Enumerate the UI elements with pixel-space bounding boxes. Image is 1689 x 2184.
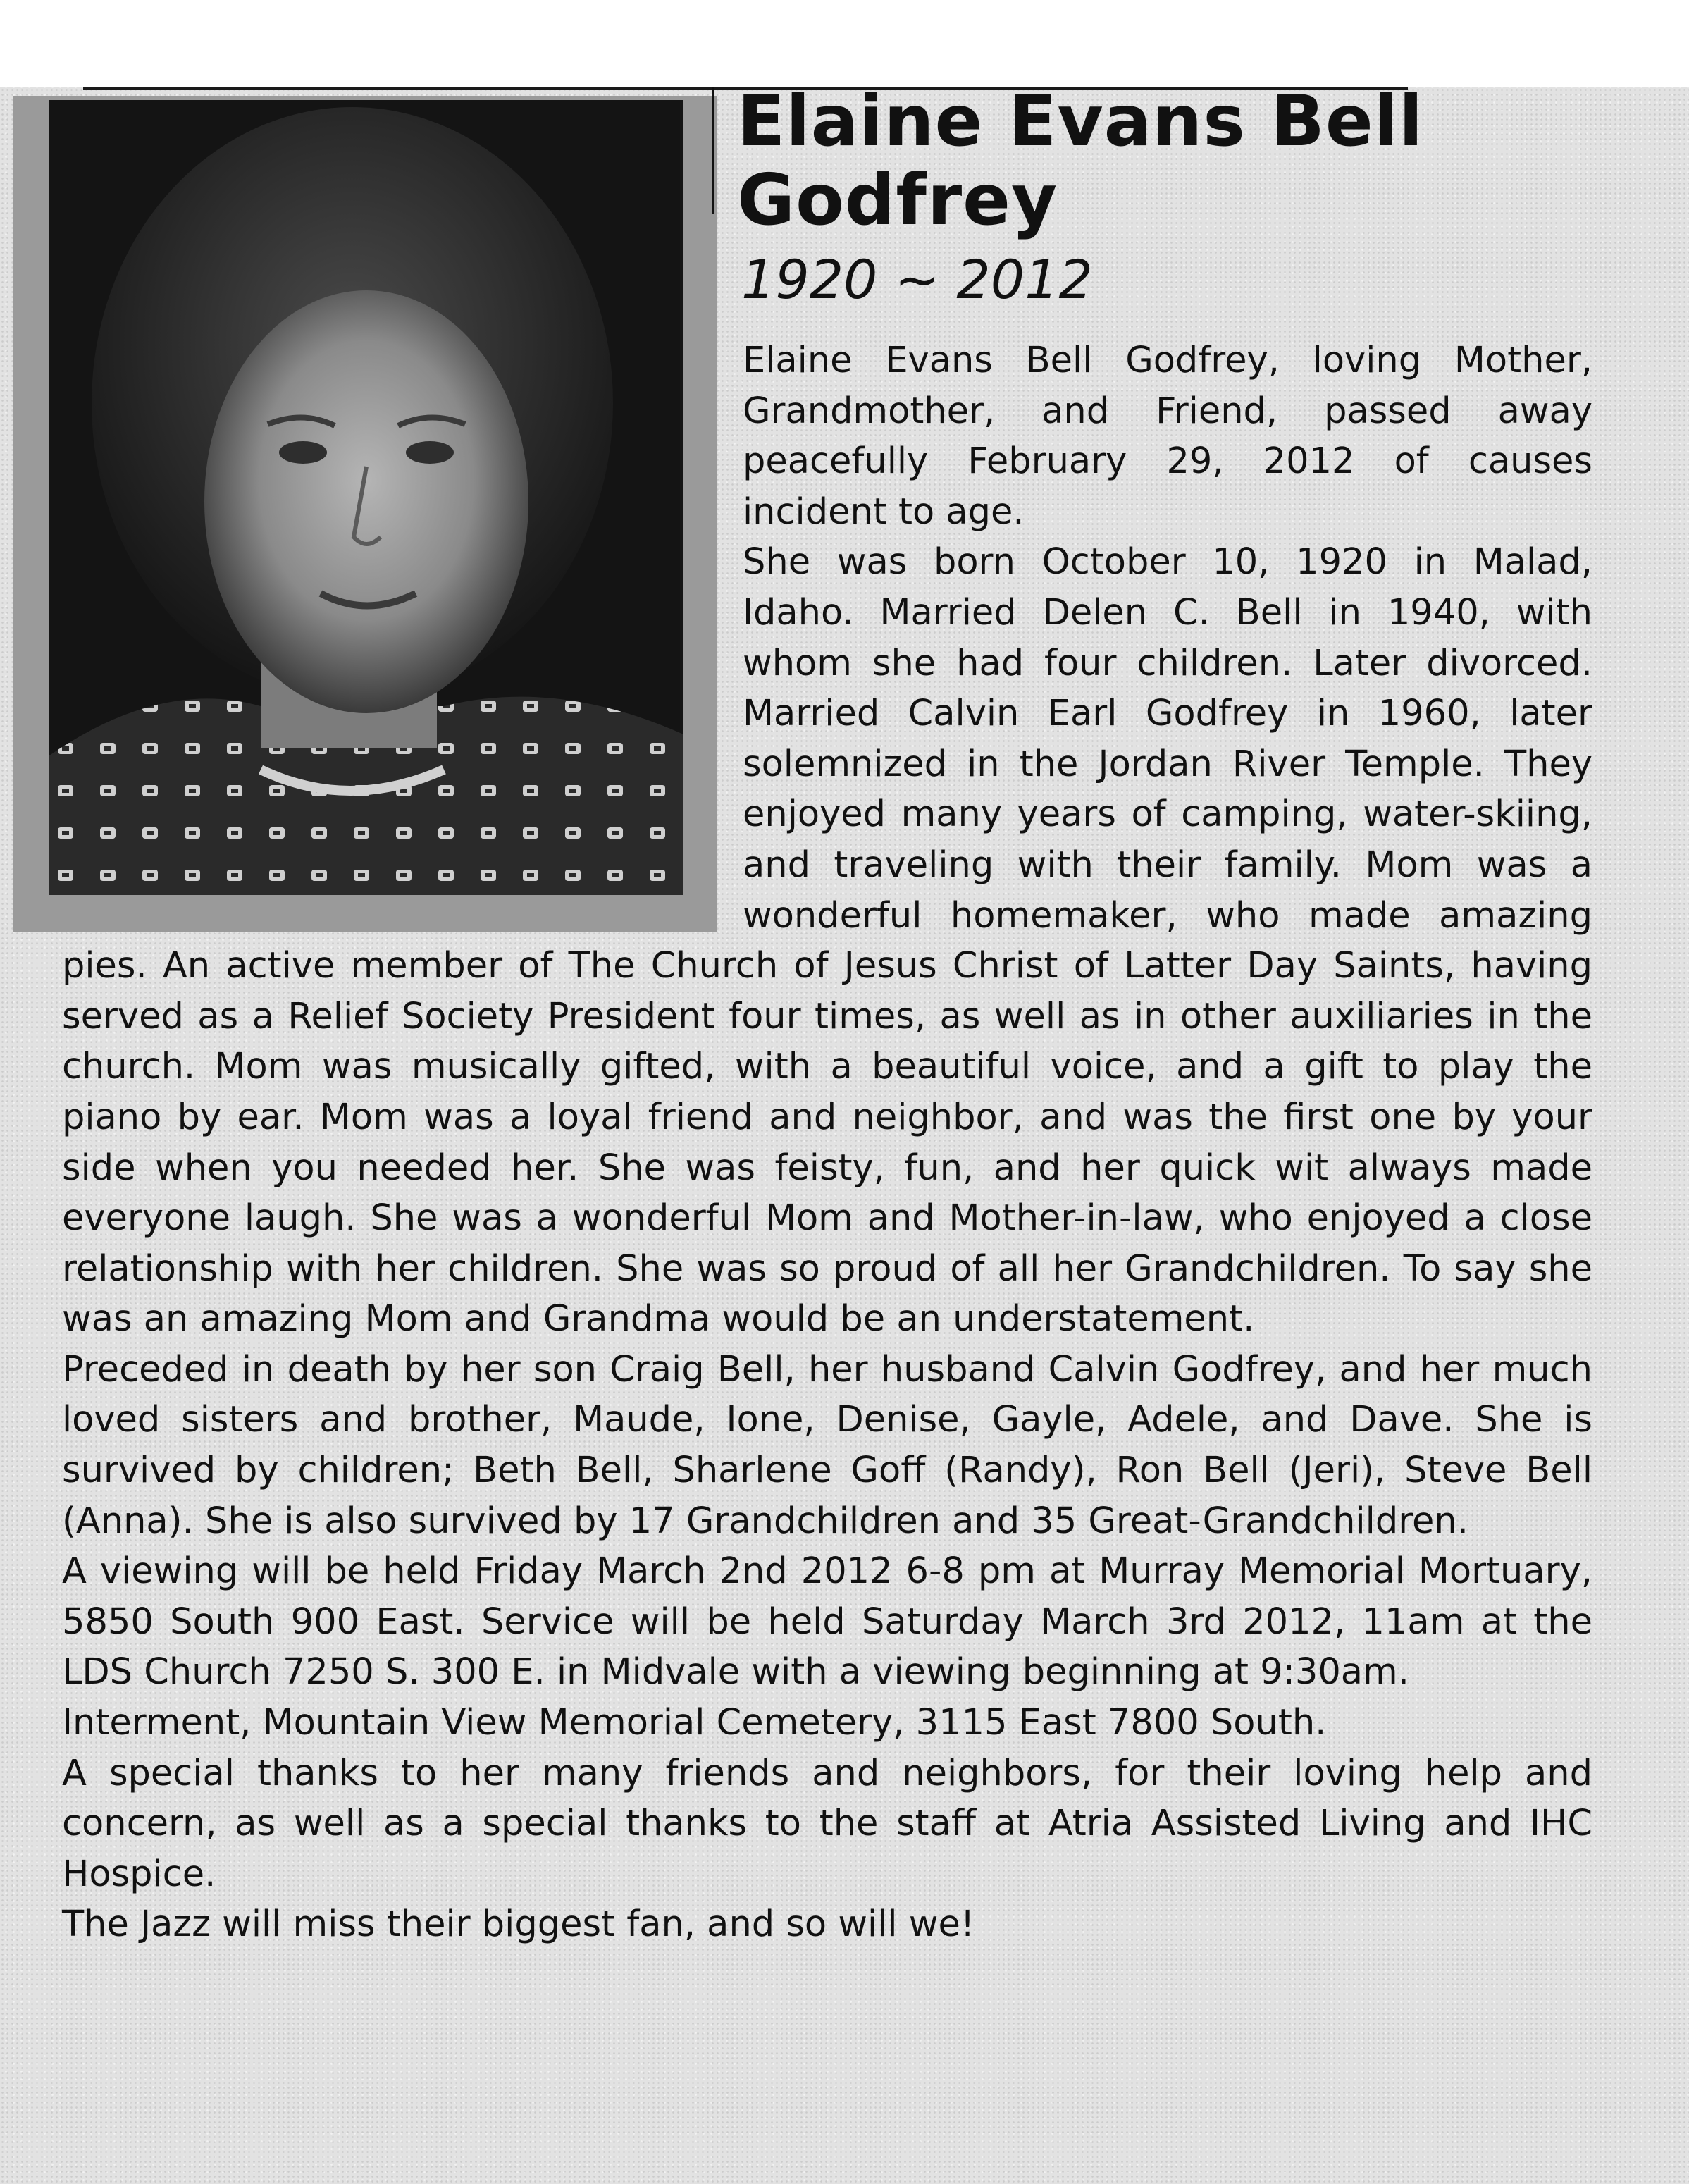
paragraph-life: She was born October 10, 1920 in Malad, Idaho. Married Delen C. Bell in 1940, with whom she had four children. Later divorced. Married Calvin Earl Godfrey in 1960, later solemnized in the Jordan River Temple. They enjoyed many years of camping, water-skiing, and traveling with their family. Mom was a wonderful homemaker, who made amazing pies. An active member of The Church of Jesus Christ of Latter Day Saints, having served as a Relief Society President four times, as well as in other auxiliaries in the church. Mom was musically gifted, with a beautiful voice, and a gift to play the piano by ear. Mom was a loyal friend and neighbor, and was the first one by your side when you needed her. She was feisty, fun, and her quick wit always made everyone laugh. She was a wonderful Mom and Mother-in-law, who enjoyed a close relationship with her children. She was so proud of all her Grandchildren. To say she was an amazing Mom and Grandma would be an understatement. <box>62 541 1592 1340</box>
deceased-name: Elaine Evans Bell Godfrey <box>737 80 1424 241</box>
life-dates: 1920 ~ 2012 <box>741 248 1093 311</box>
obituary-body <box>62 335 1592 1950</box>
vertical-rule <box>712 87 714 214</box>
paragraph-services: A viewing will be held Friday March 2nd 2012 6-8 pm at Murray Memorial Mortuary, 5850 South 900 East. Service will be held Saturday March 3rd 2012, 11am at the LDS Church 7250 S. 300 E. in Midvale with a viewing beginning at 9:30am. <box>62 1550 1592 1693</box>
paragraph-interment: Interment, Mountain View Memorial Cemetery, 3115 East 7800 South. <box>62 1702 1327 1744</box>
photo-wrap-spacer <box>62 335 743 925</box>
paragraph-family: Preceded in death by her son Craig Bell, her husband Calvin Godfrey, and her much loved sisters and brother, Maude, Ione, Denise, Gayle, Adele, and Dave. She is survived by children; Beth Bell, Sharlene Goff (Randy), Ron Bell (Jeri), Steve Bell (Anna). She is also survived by 17 Grandchildren and 35 Great-Grandchildren. <box>62 1348 1592 1542</box>
paragraph-intro: Elaine Evans Bell Godfrey, loving Mother, Grandmother, and Friend, passed away peacefully February 29, 2012 of causes incident to age. <box>743 340 1592 533</box>
paragraph-thanks: A special thanks to her many friends and neighbors, for their loving help and concern, as well as a special thanks to the staff at Atria Assisted Living and IHC Hospice. <box>62 1752 1592 1895</box>
paragraph-closing: The Jazz will miss their biggest fan, and so will we! <box>62 1904 975 1946</box>
